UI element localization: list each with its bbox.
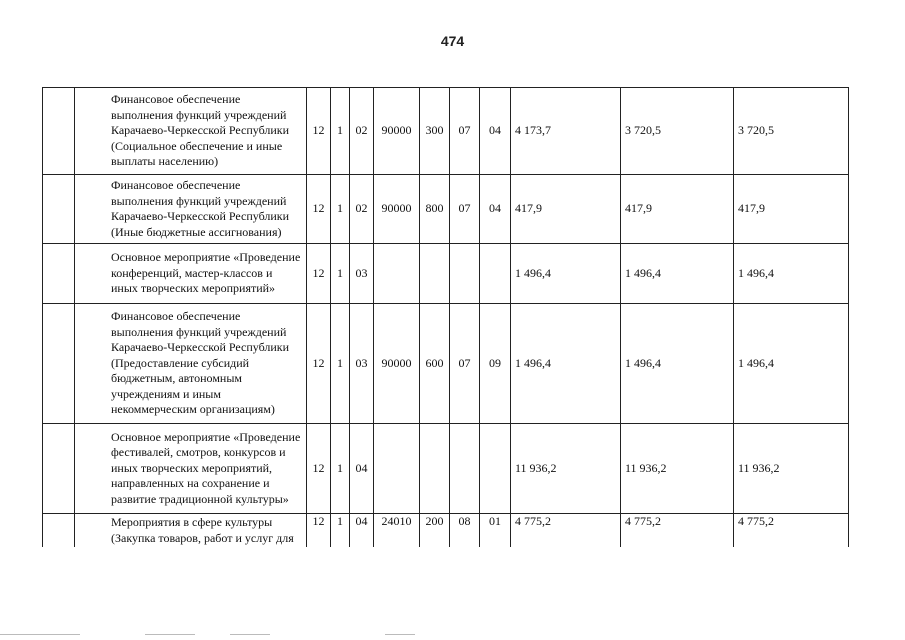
blank-cell <box>43 88 75 175</box>
code-cell <box>420 244 450 304</box>
row-name: Мероприятия в сфере культуры (Закупка товаров, работ и услуг для <box>75 514 307 548</box>
value-cell: 3 720,5 <box>621 88 734 175</box>
code-cell: 90000 <box>374 88 420 175</box>
code-cell: 03 <box>350 304 374 424</box>
value-cell: 11 936,2 <box>734 424 849 514</box>
row-name: Финансовое обеспечение выполнения функций учреждений Карачаево-Черкесской Республики (Социальное обеспечение и иные выплаты населению) <box>75 88 307 175</box>
code-cell: 1 <box>331 514 350 548</box>
code-cell: 200 <box>420 514 450 548</box>
row-name: Основное мероприятие «Проведение конференций, мастер-классов и иных творческих мероприятий» <box>75 244 307 304</box>
value-cell: 3 720,5 <box>734 88 849 175</box>
row-name: Финансовое обеспечение выполнения функций учреждений Карачаево-Черкесской Республики (Предоставление субсидий бюджетным, автономным учреждениям и иным некоммерческим организациям) <box>75 304 307 424</box>
table-row <box>43 424 849 514</box>
value-cell: 4 775,2 <box>511 514 621 548</box>
budget-table <box>42 87 849 547</box>
table-row <box>43 88 849 175</box>
bottom-divider <box>145 634 195 635</box>
code-cell: 90000 <box>374 175 420 244</box>
table-row <box>43 514 849 548</box>
value-cell: 11 936,2 <box>511 424 621 514</box>
value-cell: 417,9 <box>734 175 849 244</box>
blank-cell <box>43 175 75 244</box>
code-cell <box>374 424 420 514</box>
code-cell: 08 <box>450 514 480 548</box>
value-cell: 4 173,7 <box>511 88 621 175</box>
code-cell <box>374 244 420 304</box>
code-cell: 300 <box>420 88 450 175</box>
value-cell: 1 496,4 <box>734 244 849 304</box>
value-cell: 417,9 <box>511 175 621 244</box>
code-cell: 90000 <box>374 304 420 424</box>
code-cell: 12 <box>307 88 331 175</box>
code-cell: 03 <box>350 244 374 304</box>
code-cell: 09 <box>480 304 511 424</box>
value-cell: 1 496,4 <box>511 244 621 304</box>
blank-cell <box>43 304 75 424</box>
value-cell: 1 496,4 <box>734 304 849 424</box>
code-cell: 04 <box>350 424 374 514</box>
code-cell: 800 <box>420 175 450 244</box>
value-cell: 11 936,2 <box>621 424 734 514</box>
code-cell: 02 <box>350 175 374 244</box>
code-cell: 12 <box>307 424 331 514</box>
code-cell: 07 <box>450 88 480 175</box>
code-cell: 24010 <box>374 514 420 548</box>
bottom-divider <box>0 634 80 635</box>
blank-cell <box>43 514 75 548</box>
value-cell: 4 775,2 <box>734 514 849 548</box>
value-cell: 4 775,2 <box>621 514 734 548</box>
value-cell: 1 496,4 <box>621 304 734 424</box>
code-cell <box>420 424 450 514</box>
code-cell: 02 <box>350 88 374 175</box>
code-cell <box>450 244 480 304</box>
page-number: 474 <box>440 33 465 49</box>
table-row <box>43 304 849 424</box>
value-cell: 1 496,4 <box>511 304 621 424</box>
code-cell: 04 <box>350 514 374 548</box>
code-cell: 1 <box>331 88 350 175</box>
blank-cell <box>43 244 75 304</box>
table-row <box>43 175 849 244</box>
code-cell: 1 <box>331 175 350 244</box>
code-cell: 04 <box>480 175 511 244</box>
code-cell: 1 <box>331 244 350 304</box>
code-cell: 01 <box>480 514 511 548</box>
code-cell: 1 <box>331 304 350 424</box>
bottom-divider <box>385 634 415 635</box>
blank-cell <box>43 424 75 514</box>
code-cell <box>480 244 511 304</box>
code-cell: 600 <box>420 304 450 424</box>
code-cell: 07 <box>450 175 480 244</box>
code-cell: 12 <box>307 244 331 304</box>
code-cell: 12 <box>307 304 331 424</box>
bottom-divider <box>230 634 270 635</box>
code-cell: 07 <box>450 304 480 424</box>
value-cell: 417,9 <box>621 175 734 244</box>
code-cell: 12 <box>307 175 331 244</box>
code-cell: 1 <box>331 424 350 514</box>
code-cell: 04 <box>480 88 511 175</box>
code-cell: 12 <box>307 514 331 548</box>
row-name: Основное мероприятие «Проведение фестивалей, смотров, конкурсов и иных творческих мероприятий, направленных на сохранение и развитие традиционной культуры» <box>75 424 307 514</box>
table-row <box>43 244 849 304</box>
code-cell <box>450 424 480 514</box>
value-cell: 1 496,4 <box>621 244 734 304</box>
row-name: Финансовое обеспечение выполнения функций учреждений Карачаево-Черкесской Республики (Иные бюджетные ассигнования) <box>75 175 307 244</box>
code-cell <box>480 424 511 514</box>
